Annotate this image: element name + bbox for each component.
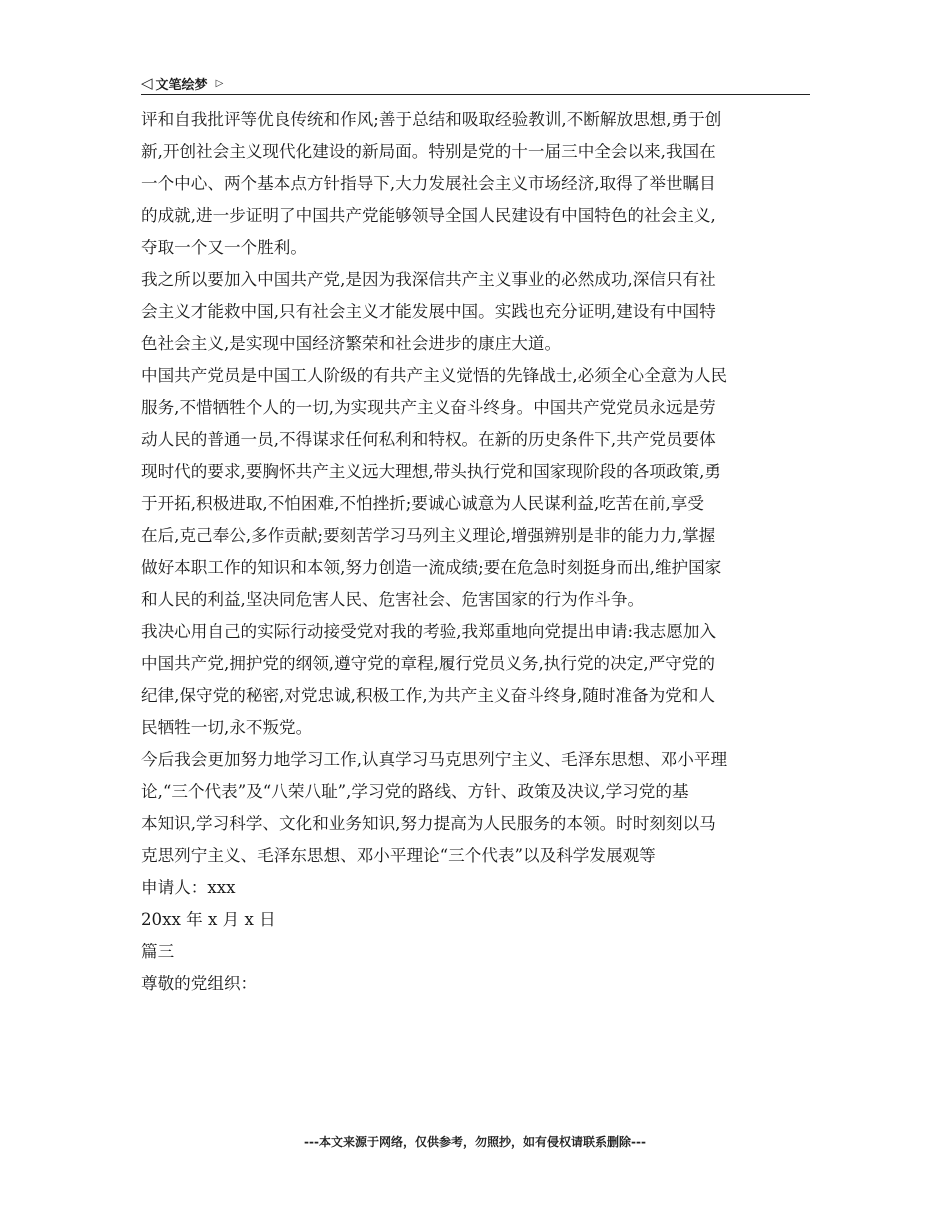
text-line: 夺取一个又一个胜利。 bbox=[141, 238, 307, 257]
text-line: 做好本职工作的知识和本领,努力创造一流成绩;要在危急时刻挺身而出,维护国家 bbox=[141, 558, 722, 577]
text-line: 一个中心、两个基本点方针指导下,大力发展社会主义市场经济,取得了举世瞩目 bbox=[141, 174, 716, 193]
text-line: 动人民的普通一员,不得谋求任何私利和特权。在新的历史条件下,共产党员要体 bbox=[141, 430, 716, 449]
triangle-left-icon: ◁ bbox=[141, 73, 153, 92]
footer-notice: ---本文来源于网络，仅供参考，勿照抄，如有侵权请联系删除--- bbox=[304, 1135, 646, 1149]
text-line: 于开拓,积极进取,不怕困难,不怕挫折;要诚心诚意为人民谋利益,吃苦在前,享受 bbox=[141, 494, 704, 513]
text-line: 服务,不惜牺牲个人的一切,为实现共产主义奋斗终身。中国共产党党员永远是劳 bbox=[141, 398, 716, 417]
page-header bbox=[141, 72, 810, 95]
brand-name: 文笔绘梦 bbox=[155, 77, 208, 93]
date-line: 20xx 年 x 月 x 日 bbox=[141, 910, 276, 929]
text-line: 论,“三个代表”及“八荣八耻”,学习党的路线、方针、政策及决议,学习党的基 bbox=[141, 782, 689, 801]
text-line: 我之所以要加入中国共产党,是因为我深信共产主义事业的必然成功,深信只有社 bbox=[141, 270, 716, 289]
text-line: 和人民的利益,坚决同危害人民、危害社会、危害国家的行为作斗争。 bbox=[141, 590, 645, 609]
text-line: 色社会主义,是实现中国经济繁荣和社会进步的康庄大道。 bbox=[141, 334, 562, 353]
text-line: 我决心用自己的实际行动接受党对我的考验,我郑重地向党提出申请:我志愿加入 bbox=[141, 622, 717, 641]
text-line: 评和自我批评等优良传统和作风;善于总结和吸取经验教训,不断解放思想,勇于创 bbox=[141, 110, 722, 129]
text-line: 现时代的要求,要胸怀共产主义远大理想,带头执行党和国家现阶段的各项政策,勇 bbox=[141, 462, 722, 481]
triangle-right-icon: ▷ bbox=[215, 77, 224, 89]
text-line: 的成就,进一步证明了中国共产党能够领导全国人民建设有中国特色的社会主义, bbox=[141, 206, 716, 225]
text-line: 会主义才能救中国,只有社会主义才能发展中国。实践也充分证明,建设有中国特 bbox=[141, 302, 716, 321]
section-title: 篇三 bbox=[141, 942, 175, 961]
text-line: 新,开创社会主义现代化建设的新局面。特别是党的十一届三中全会以来,我国在 bbox=[141, 142, 716, 161]
text-line: 纪律,保守党的秘密,对党忠诚,积极工作,为共产主义奋斗终身,随时准备为党和人 bbox=[141, 686, 715, 705]
document-body bbox=[141, 104, 813, 1000]
text-line: 克思列宁主义、毛泽东思想、邓小平理论“三个代表”以及科学发展观等 bbox=[141, 846, 656, 865]
text-line: 本知识,学习科学、文化和业务知识,努力提高为人民服务的本领。时时刻刻以马 bbox=[141, 814, 716, 833]
text-line: 在后,克己奉公,多作贡献;要刻苦学习马列主义理论,增强辨别是非的能力力,掌握 bbox=[141, 526, 716, 545]
text-line: 民牺牲一切,永不叛党。 bbox=[141, 718, 313, 737]
text-line: 今后我会更加努力地学习工作,认真学习马克思列宁主义、毛泽东思想、邓小平理 bbox=[141, 750, 728, 769]
text-line: 中国共产党,拥护党的纲领,遵守党的章程,履行党员义务,执行党的决定,严守党的 bbox=[141, 654, 715, 673]
applicant-line: 申请人：xxx bbox=[141, 878, 236, 897]
salutation: 尊敬的党组织： bbox=[141, 974, 258, 993]
text-line: 中国共产党员是中国工人阶级的有共产主义觉悟的先锋战士,必须全心全意为人民 bbox=[141, 366, 728, 385]
